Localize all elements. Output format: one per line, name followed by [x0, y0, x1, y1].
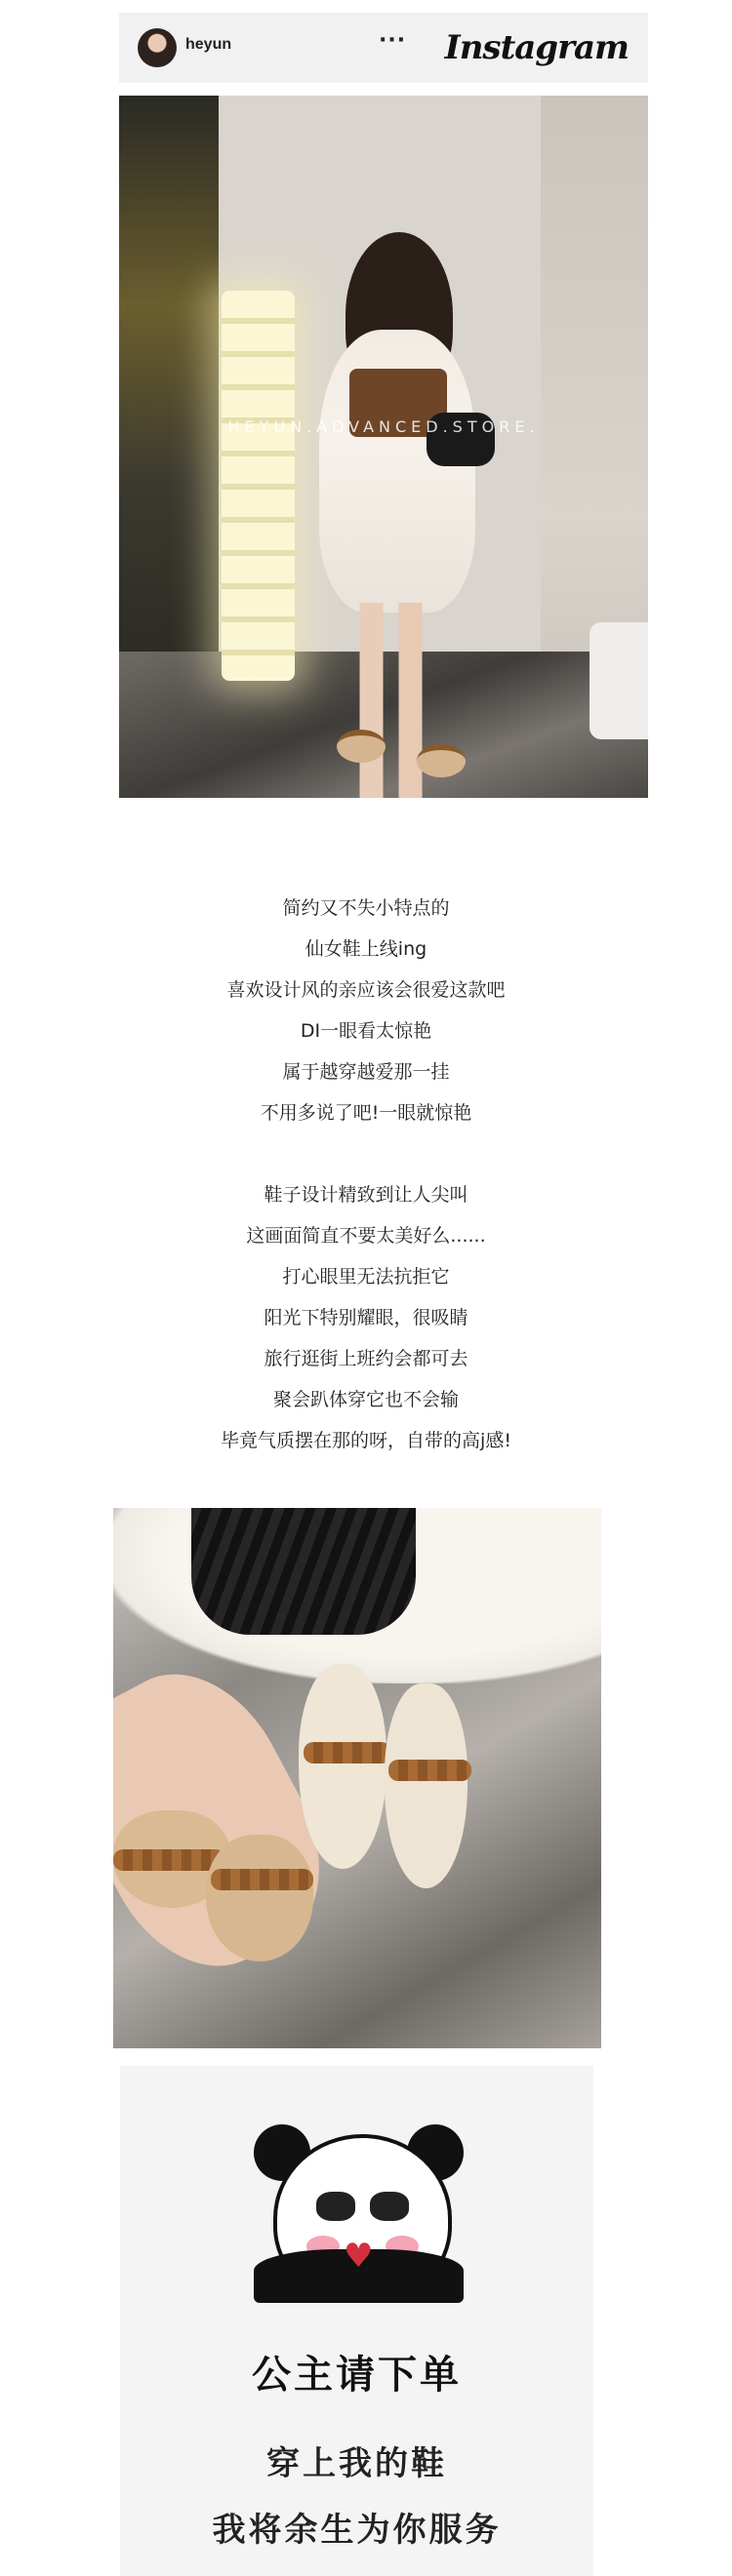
description-line: 仙女鞋上线ing — [305, 938, 427, 960]
ruched-strap — [211, 1869, 313, 1890]
ruched-strap — [304, 1742, 391, 1764]
product-photo-model — [119, 96, 648, 798]
shoe — [299, 1664, 386, 1869]
ruched-strap — [388, 1760, 471, 1781]
description-line: 不用多说了吧!一眼就惊艳 — [260, 1102, 472, 1124]
username[interactable]: heyun — [185, 36, 232, 53]
shoe — [337, 730, 386, 763]
description-line: 这画面简直不要太美好么...... — [246, 1225, 486, 1247]
description-line: DI一眼看太惊艳 — [300, 1020, 432, 1042]
instagram-logo: Instagram — [444, 28, 629, 67]
meme-card — [120, 2066, 593, 2576]
store-watermark: HEYUN.ADVANCED.STORE. — [227, 417, 540, 436]
description-line: 鞋子设计精致到让人尖叫 — [264, 1184, 468, 1206]
more-options-icon[interactable]: ··· — [379, 28, 407, 53]
product-description — [0, 888, 732, 1461]
description-line: 毕竟气质摆在那的呀，自带的高j感! — [221, 1430, 511, 1451]
floor-lamp — [222, 291, 295, 681]
avatar[interactable] — [138, 28, 177, 67]
shoe — [206, 1835, 313, 1962]
instagram-header — [119, 13, 648, 83]
description-line: 喜欢设计风的亲应该会很爱这款吧 — [226, 979, 506, 1001]
heart-icon: ♥ — [344, 2237, 374, 2276]
meme-title: 公主请下单 — [252, 2353, 462, 2398]
shoe — [417, 744, 466, 777]
panda-meme-icon — [254, 2124, 464, 2300]
shoe — [385, 1684, 468, 1888]
product-photo-closeup — [113, 1508, 601, 2048]
panda-eye — [316, 2192, 355, 2221]
description-line: 打心眼里无法抗拒它 — [282, 1266, 450, 1288]
description-line: 聚会趴体穿它也不会输 — [272, 1389, 459, 1410]
paragraph-gap — [0, 1133, 732, 1174]
description-line: 旅行逛街上班约会都可去 — [264, 1348, 468, 1369]
meme-line: 穿上我的鞋 — [266, 2444, 447, 2483]
sofa — [590, 622, 648, 739]
description-line: 阳光下特别耀眼，很吸睛 — [264, 1307, 468, 1328]
ruched-strap — [113, 1849, 225, 1871]
description-line: 简约又不失小特点的 — [282, 897, 450, 919]
description-line: 属于越穿越爱那一挂 — [282, 1061, 450, 1083]
panda-eye — [370, 2192, 409, 2221]
meme-line: 我将余生为你服务 — [212, 2511, 502, 2550]
quilted-handbag — [191, 1508, 416, 1635]
